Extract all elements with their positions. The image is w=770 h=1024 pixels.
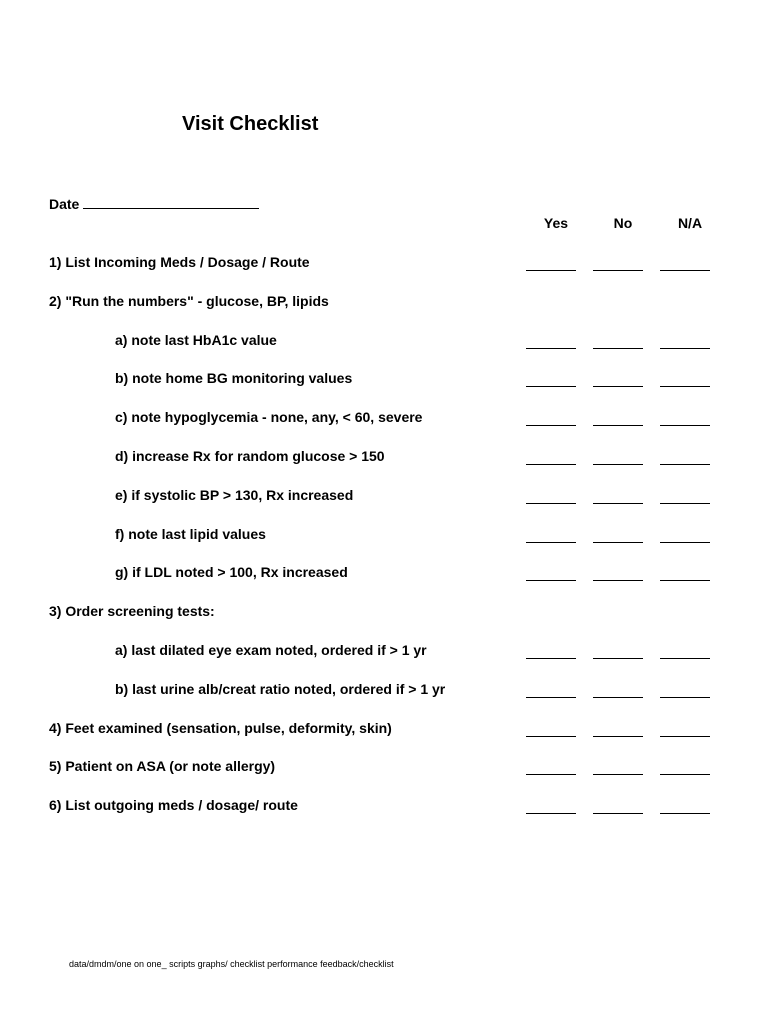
checklist-row (0, 487, 770, 507)
date-field (49, 196, 259, 212)
checklist-item-label: 6) List outgoing meds / dosage/ route (49, 797, 298, 814)
answer-blank-yes[interactable] (526, 736, 576, 737)
answer-blank-na[interactable] (660, 697, 710, 698)
answer-blank-yes[interactable] (526, 464, 576, 465)
date-blank-line[interactable] (83, 196, 259, 209)
answer-blank-no[interactable] (593, 464, 643, 465)
answer-blank-yes[interactable] (526, 270, 576, 271)
answer-blank-no[interactable] (593, 503, 643, 504)
answer-blank-no[interactable] (593, 697, 643, 698)
checklist-row (0, 564, 770, 584)
checklist-item-label: 5) Patient on ASA (or note allergy) (49, 758, 276, 775)
answer-blank-na[interactable] (660, 503, 710, 504)
answer-blank-yes[interactable] (526, 503, 576, 504)
answer-blank-na[interactable] (660, 425, 710, 426)
answer-blank-yes[interactable] (526, 774, 576, 775)
answer-blank-yes[interactable] (526, 348, 576, 349)
answer-blank-na[interactable] (660, 580, 710, 581)
checklist-item-label: a) last dilated eye exam noted, ordered if > 1 yr (115, 642, 427, 658)
page-title: Visit Checklist (182, 113, 319, 135)
checklist-item-label: 1) List Incoming Meds / Dosage / Route (49, 254, 310, 270)
answer-blank-no[interactable] (593, 348, 643, 349)
answer-blank-na[interactable] (660, 774, 710, 775)
checklist-row (0, 526, 770, 546)
checklist-item-label: 2) "Run the numbers" - glucose, BP, lipids (49, 292, 329, 309)
answer-blank-yes[interactable] (526, 542, 576, 543)
checklist-row (0, 642, 770, 662)
answer-blank-no[interactable] (593, 386, 643, 387)
answer-blank-no[interactable] (593, 270, 643, 271)
date-label: Date (49, 196, 80, 212)
answer-blank-na[interactable] (660, 348, 710, 349)
checklist-row (0, 293, 770, 313)
answer-blank-no[interactable] (593, 813, 643, 814)
answer-blank-na[interactable] (660, 736, 710, 737)
checklist-row (0, 254, 770, 274)
checklist-item-label: f) note last lipid values (115, 525, 266, 542)
column-header-yes: Yes (543, 215, 569, 231)
checklist-row (0, 332, 770, 352)
answer-blank-no[interactable] (593, 736, 643, 737)
answer-blank-no[interactable] (593, 774, 643, 775)
answer-blank-yes[interactable] (526, 697, 576, 698)
answer-blank-yes[interactable] (526, 658, 576, 659)
checklist-item-label: b) last urine alb/creat ratio noted, ordered if > 1 yr (115, 680, 446, 697)
checklist-item-label: c) note hypoglycemia - none, any, < 60, severe (115, 409, 423, 426)
answer-blank-no[interactable] (593, 658, 643, 659)
answer-blank-yes[interactable] (526, 425, 576, 426)
answer-blank-na[interactable] (660, 464, 710, 465)
answer-blank-yes[interactable] (526, 386, 576, 387)
checklist-item-label: 4) Feet examined (sensation, pulse, deformity, skin) (49, 719, 392, 736)
checklist-row (0, 797, 770, 817)
checklist-item-label: b) note home BG monitoring values (115, 370, 353, 387)
checklist-row (0, 720, 770, 740)
column-header-na: N/A (677, 215, 703, 231)
checklist-row (0, 448, 770, 468)
answer-blank-yes[interactable] (526, 813, 576, 814)
checklist-item-label: 3) Order screening tests: (49, 603, 215, 620)
answer-blank-na[interactable] (660, 813, 710, 814)
checklist-item-label: d) increase Rx for random glucose > 150 (115, 448, 385, 464)
answer-blank-no[interactable] (593, 425, 643, 426)
checklist-row (0, 758, 770, 778)
answer-blank-yes[interactable] (526, 580, 576, 581)
answer-blank-no[interactable] (593, 580, 643, 581)
answer-blank-na[interactable] (660, 386, 710, 387)
checklist-row (0, 681, 770, 701)
answer-blank-no[interactable] (593, 542, 643, 543)
checklist-row (0, 409, 770, 429)
checklist-item-label: g) if LDL noted > 100, Rx increased (115, 564, 348, 581)
column-header-no: No (613, 215, 633, 231)
answer-blank-na[interactable] (660, 542, 710, 543)
checklist-row (0, 370, 770, 390)
checklist-item-label: e) if systolic BP > 130, Rx increased (115, 486, 354, 503)
footer-path: data/dmdm/one on one_ scripts graphs/ checklist performance feedback/checklist (69, 959, 394, 969)
answer-blank-na[interactable] (660, 658, 710, 659)
checklist-item-label: a) note last HbA1c value (115, 331, 277, 348)
answer-blank-na[interactable] (660, 270, 710, 271)
checklist-row (0, 603, 770, 623)
